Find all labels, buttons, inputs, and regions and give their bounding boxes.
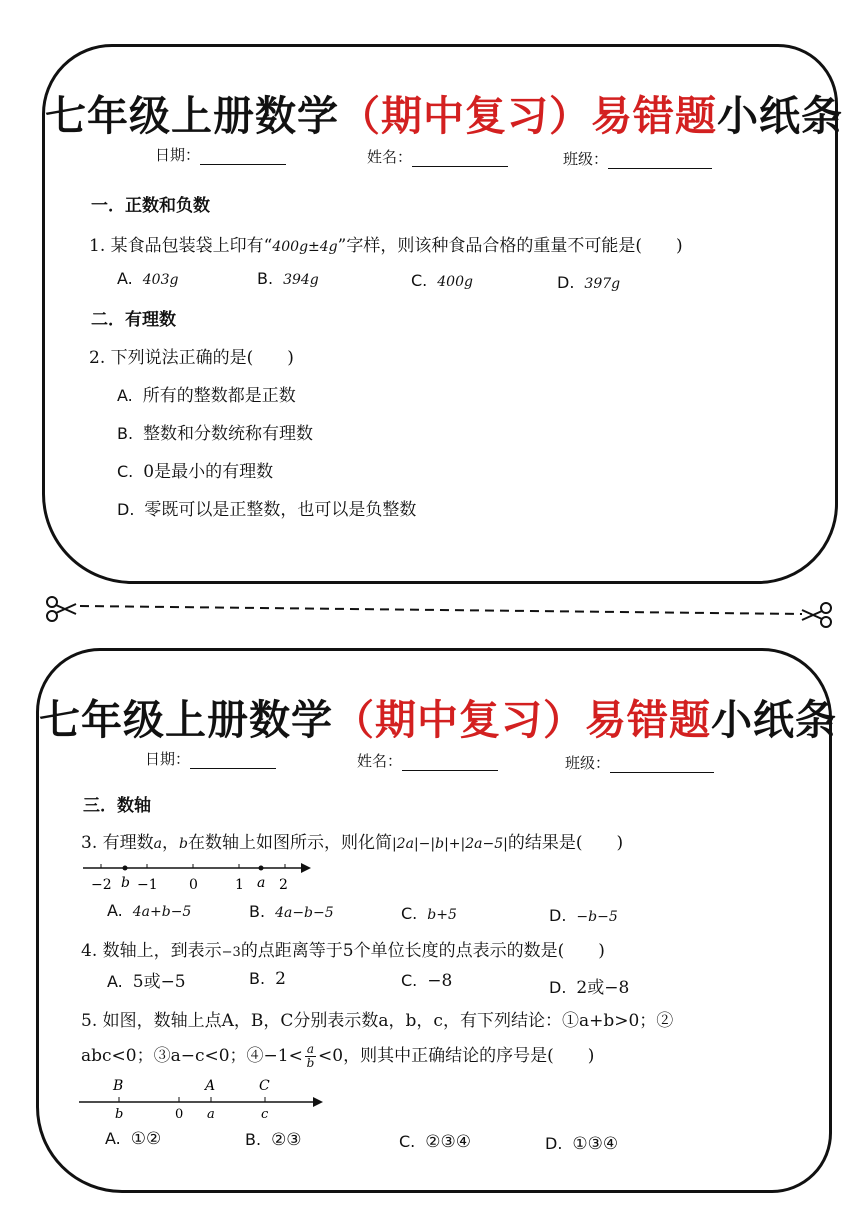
q5-option-a-label: A.	[105, 1129, 121, 1148]
q4-value: −3	[221, 945, 241, 960]
axis-arrow	[313, 1097, 323, 1107]
q4-option-d[interactable]	[549, 973, 629, 998]
title-red-part: （期中复习）易错题	[333, 696, 711, 744]
q5-option-d-label: D.	[545, 1134, 563, 1153]
q4-option-a[interactable]	[107, 967, 186, 992]
note-card-2	[36, 648, 837, 1193]
q2-option-a-text: 所有的整数都是正数	[142, 386, 296, 406]
q2-option-d-label: D.	[117, 500, 135, 519]
point-b	[123, 866, 128, 871]
label-0: 0	[175, 1107, 184, 1122]
q3-var-b: b	[179, 836, 188, 852]
label-0: 0	[189, 877, 198, 893]
q1-option-b-text: 394g	[283, 272, 319, 288]
dashed-cut-line	[80, 606, 802, 614]
q5-option-c[interactable]	[399, 1132, 471, 1152]
date-label: 日期：	[155, 146, 201, 164]
q5-option-b[interactable]	[245, 1130, 302, 1150]
q2-option-d-text: 零既可以是正整数，也可以是负整数	[144, 500, 417, 520]
q3-option-b-text: 4a−b−5	[275, 905, 334, 921]
question-4	[81, 936, 605, 961]
q2-stem: 下列说法正确的是( )	[110, 348, 294, 368]
point-a	[259, 866, 264, 871]
q3-option-a[interactable]	[107, 901, 191, 921]
label-2: 2	[279, 877, 288, 893]
class-label: 班级：	[563, 150, 609, 168]
title-red-part: （期中复习）易错题	[339, 92, 717, 140]
q3-expression: |2a|−|b|+|2a−5|	[391, 836, 508, 852]
title-black-end: 小纸条	[711, 696, 837, 744]
q1-number: 1.	[89, 236, 106, 256]
q5-option-a[interactable]	[105, 1129, 161, 1149]
q3-option-a-label: A.	[107, 901, 123, 920]
name-label: 姓名：	[367, 148, 413, 166]
q2-option-c[interactable]	[117, 457, 273, 482]
note-card-1	[42, 44, 843, 584]
q2-option-a[interactable]	[117, 381, 296, 406]
q1-math: 400g±4g	[272, 239, 338, 255]
question-5-line2	[81, 1041, 594, 1070]
q2-option-a-label: A.	[117, 386, 133, 405]
q5-option-a-text: ①②	[130, 1129, 162, 1149]
card1-title	[45, 83, 843, 142]
q3-stem-b: 在数轴上如图所示，则化简	[187, 833, 392, 853]
q5-option-c-label: C.	[399, 1132, 416, 1151]
q4-stem-a: 数轴上，到表示	[102, 941, 222, 961]
date-field	[155, 144, 286, 165]
card2-title	[39, 687, 837, 746]
q5-option-d[interactable]	[545, 1134, 618, 1154]
section-heading-1: 一．正数和负数	[91, 196, 210, 216]
q5-option-b-text: ②③	[271, 1130, 302, 1150]
q3-option-c-text: b+5	[427, 907, 457, 923]
q4-option-c-text: −8	[427, 971, 453, 991]
q2-option-c-label: C.	[117, 462, 134, 481]
question-1	[89, 231, 683, 256]
q1-option-d[interactable]	[557, 273, 620, 293]
q4-option-b-label: B.	[249, 969, 266, 988]
q1-option-a[interactable]	[117, 269, 178, 289]
section-heading-2: 二．有理数	[91, 310, 176, 330]
q5-fraction-num: a	[306, 1042, 315, 1056]
question-3	[81, 828, 623, 853]
label-a: a	[257, 875, 266, 891]
name-label: 姓名：	[357, 752, 403, 770]
q2-option-b-label: B.	[117, 424, 134, 443]
question-2	[89, 343, 294, 368]
q3-option-d-label: D.	[549, 906, 567, 925]
q3-stem-a: 有理数	[102, 833, 154, 853]
label-neg2: −2	[91, 877, 112, 893]
q4-option-a-label: A.	[107, 972, 123, 991]
q3-number: 3.	[81, 833, 98, 853]
q3-option-d[interactable]	[549, 906, 618, 926]
q4-number: 4.	[81, 941, 98, 961]
label-1: 1	[235, 877, 244, 893]
name-field	[367, 146, 508, 167]
q5-option-c-text: ②③④	[425, 1132, 471, 1152]
section-heading-3: 三．数轴	[83, 796, 151, 816]
q3-option-b[interactable]	[249, 902, 334, 922]
q1-option-b-label: B.	[257, 269, 274, 288]
q3-option-c[interactable]	[401, 904, 457, 924]
q3-sep: ，	[162, 833, 179, 853]
number-line-q5	[75, 1075, 335, 1125]
class-field	[565, 752, 714, 773]
q2-option-c-text: 0是最小的有理数	[143, 462, 274, 482]
q1-option-c-label: C.	[411, 271, 428, 290]
class-label: 班级：	[565, 754, 611, 772]
name-blank[interactable]	[412, 152, 508, 167]
class-blank[interactable]	[610, 758, 714, 773]
q1-option-d-label: D.	[557, 273, 575, 292]
q4-option-c-label: C.	[401, 971, 418, 990]
q3-stem-c: 的结果是( )	[507, 833, 624, 853]
title-black-start: 七年级上册数学	[39, 696, 333, 744]
q3-var-a: a	[153, 836, 162, 852]
q5-fraction	[305, 1043, 316, 1070]
question-5-line1	[81, 1006, 673, 1031]
q3-option-c-label: C.	[401, 904, 418, 923]
class-field	[563, 148, 712, 169]
q5-stem-line2a: abc<0；③a−c<0；④−1<	[81, 1046, 303, 1066]
q4-option-a-text: 5或−5	[132, 972, 186, 992]
date-field	[145, 748, 276, 769]
q2-option-d[interactable]	[117, 495, 416, 520]
label-neg1: −1	[137, 877, 158, 893]
q2-option-b[interactable]	[117, 419, 313, 444]
date-label: 日期：	[145, 750, 191, 768]
label-a: a	[207, 1107, 215, 1122]
q4-stem-b: 的点距离等于5个单位长度的点表示的数是( )	[240, 941, 605, 961]
q2-option-b-text: 整数和分数统称有理数	[143, 424, 314, 444]
label-b: b	[115, 1107, 124, 1122]
q1-option-a-text: 403g	[142, 272, 179, 288]
q5-option-d-text: ①③④	[572, 1134, 619, 1154]
scissors-icon	[802, 603, 831, 627]
scissors-icon	[47, 597, 76, 621]
name-field	[357, 750, 498, 771]
label-point-C: C	[259, 1078, 270, 1094]
label-b: b	[121, 875, 130, 891]
axis-arrow	[301, 863, 311, 873]
q1-option-b[interactable]	[257, 269, 319, 289]
q1-stem-pre: 某食品包装袋上印有“	[110, 236, 273, 256]
q5-option-b-label: B.	[245, 1130, 262, 1149]
label-point-B: B	[113, 1078, 124, 1094]
cut-line	[40, 590, 840, 630]
q2-number: 2.	[89, 348, 106, 368]
q3-option-d-text: −b−5	[576, 909, 618, 925]
q4-option-b[interactable]	[249, 969, 286, 989]
q1-option-d-text: 397g	[584, 276, 621, 292]
q1-option-a-label: A.	[117, 269, 133, 288]
title-black-start: 七年级上册数学	[45, 92, 339, 140]
q3-option-b-label: B.	[249, 902, 266, 921]
q5-stem-line1: 如图，数轴上点A，B，C分别表示数a，b，c，有下列结论：①a+b>0；②	[102, 1011, 674, 1031]
title-black-end: 小纸条	[717, 92, 843, 140]
q4-option-d-text: 2或−8	[576, 978, 630, 998]
q5-fraction-den: b	[306, 1056, 315, 1070]
q4-option-d-label: D.	[549, 978, 567, 997]
q5-stem-line2b: <0，则其中正确结论的序号是( )	[318, 1046, 595, 1066]
date-blank[interactable]	[190, 754, 276, 769]
q1-stem-post: ”字样，则该种食品合格的重量不可能是( )	[337, 236, 683, 256]
q4-option-b-text: 2	[275, 969, 286, 989]
name-blank[interactable]	[402, 756, 498, 771]
date-blank[interactable]	[200, 150, 286, 165]
label-c: c	[261, 1107, 269, 1122]
label-point-A: A	[205, 1078, 216, 1094]
q5-number: 5.	[81, 1011, 98, 1031]
q1-option-c[interactable]	[411, 271, 473, 291]
class-blank[interactable]	[608, 154, 712, 169]
q3-option-a-text: 4a+b−5	[132, 904, 192, 920]
q4-option-c[interactable]	[401, 971, 452, 991]
number-line-q3	[79, 856, 319, 896]
q1-option-c-text: 400g	[437, 274, 473, 290]
